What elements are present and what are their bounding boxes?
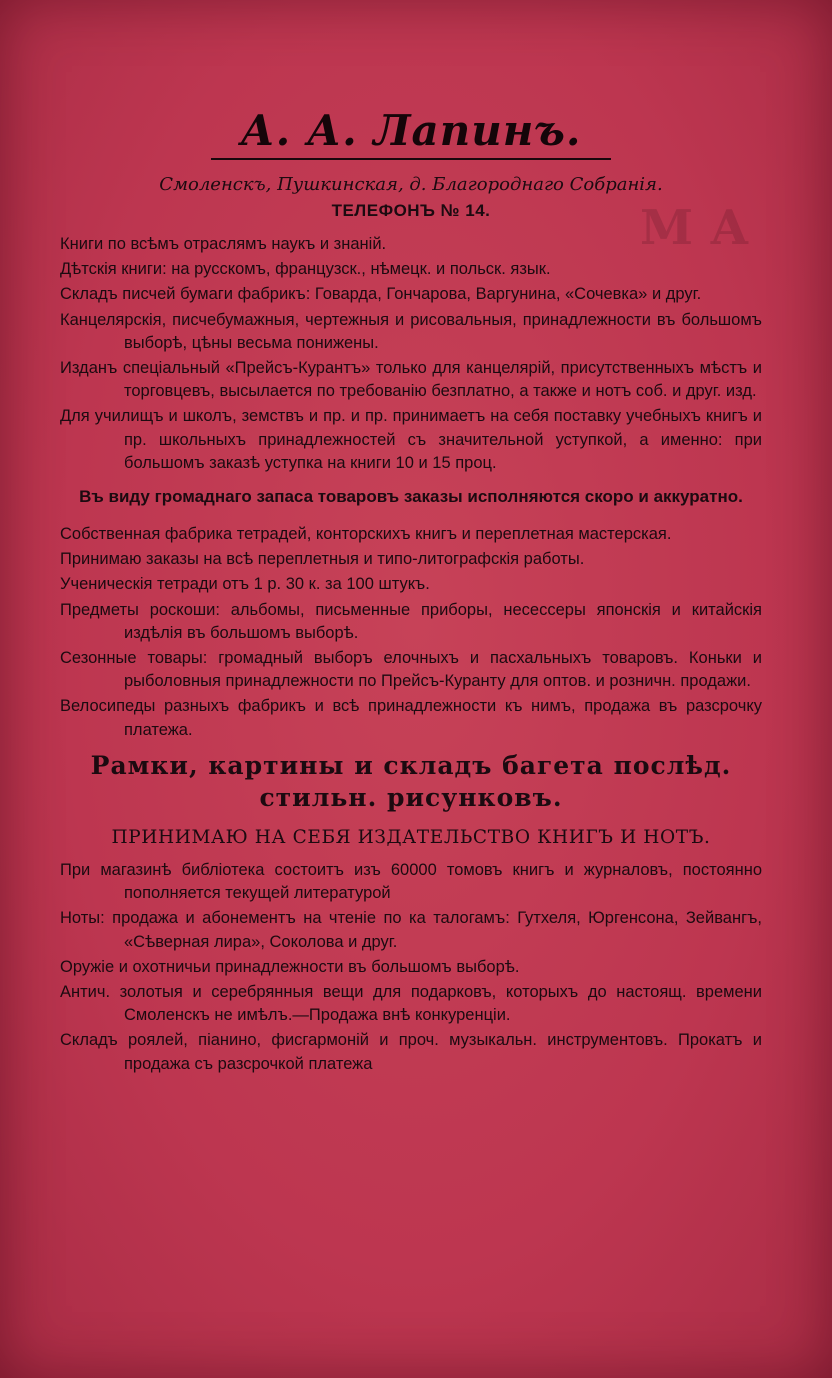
list-item: При магазинѣ библіотека состоитъ изъ 60000 томовъ книгъ и журналовъ, постоянно пополняется текущей литературой bbox=[60, 861, 762, 903]
list-item: Дѣтскія книги: на русскомъ, французск., нѣмецк. и польск. язык. bbox=[60, 260, 551, 279]
list-item: Книги по всѣмъ отраслямъ наукъ и знаній. bbox=[60, 235, 387, 253]
list-item: Велосипеды разныхъ фабрикъ и всѣ принадлежности къ нимъ, продажа въ разсрочку платежа. bbox=[60, 697, 762, 739]
frames-heading: Рамки, картины и складъ багета послѣд. стильн. рисунковъ. bbox=[90, 750, 732, 812]
advert-body bbox=[60, 233, 762, 1076]
list-item: Предметы роскоши: альбомы, письменные приборы, несессеры японскія и китайскія издѣлія въ большомъ выборѣ. bbox=[60, 600, 762, 642]
shop-address: Смоленскъ, Пушкинская, д. Благороднаго Собранія. bbox=[159, 174, 663, 195]
merchant-name: А. А. Лапинъ. bbox=[240, 106, 582, 155]
list-item: Собственная фабрика тетрадей, конторскихъ книгъ и переплетная мастерская. bbox=[60, 525, 672, 544]
list-item: Канцелярскія, писчебумажныя, чертежныя и рисовальныя, принадлежности въ большомъ выборѣ, цѣны весьма понижены. bbox=[60, 310, 762, 352]
list-item: Изданъ спеціальный «Прейсъ-Курантъ» только для канцелярій, присутственныхъ мѣстъ и торговцевъ, высылается по требованію безплатно, а также и нотъ соб. и друг. изд. bbox=[60, 359, 762, 401]
bleed-through-text: М А bbox=[640, 200, 749, 256]
list-item: Оружіе и охотничьи принадлежности въ большомъ выборѣ. bbox=[60, 957, 520, 976]
list-item: Сезонные товары: громадный выборъ елочныхъ и пасхальныхъ товаровъ. Коньки и рыболовныя принадлежности по Прейсъ-Куранту для оптов. и розничн. продажи. bbox=[60, 649, 762, 691]
phone-number: ТЕЛЕФОНЪ № 14. bbox=[331, 201, 491, 220]
publishing-heading: ПРИНИМАЮ НА СЕБЯ ИЗДАТЕЛЬСТВО КНИГЪ И НОТЪ. bbox=[111, 826, 711, 848]
list-item: Ученическія тетради отъ 1 р. 30 к. за 100 штукъ. bbox=[60, 575, 430, 594]
title-underline bbox=[211, 158, 611, 160]
list-item: Складъ писчей бумаги фабрикъ: Говарда, Гончарова, Варгунина, «Сочевка» и друг. bbox=[60, 285, 702, 304]
fast-order-notice: Въ виду громаднаго запаса товаровъ заказы исполняются скоро и аккуратно. bbox=[79, 487, 743, 507]
list-item: Складъ роялей, піанино, фисгармоній и проч. музыкальн. инструментовъ. Прокатъ и продажа съ разсрочкой платежа bbox=[60, 1031, 762, 1073]
list-item: Для училищъ и школъ, земствъ и пр. и пр. принимаетъ на себя поставку учебныхъ книгъ и пр. школьныхъ принадлежностей съ значительной уступкой, а именно: при большомъ заказѣ уступка на книги 10 и 15 проц. bbox=[60, 407, 762, 472]
advertisement-content bbox=[60, 100, 762, 1078]
list-item: Ноты: продажа и абонементъ на чтеніе по ка талогамъ: Гутхеля, Юргенсона, Зейвангъ, «Сѣверная лира», Соколова и друг. bbox=[60, 909, 762, 951]
list-item: Антич. золотыя и серебрянныя вещи для подарковъ, которыхъ до настоящ. времени Смоленскъ не имѣлъ.—Продажа внѣ конкуренціи. bbox=[60, 983, 762, 1025]
list-item: Принимаю заказы на всѣ переплетныя и типо-литографскія работы. bbox=[60, 550, 585, 569]
